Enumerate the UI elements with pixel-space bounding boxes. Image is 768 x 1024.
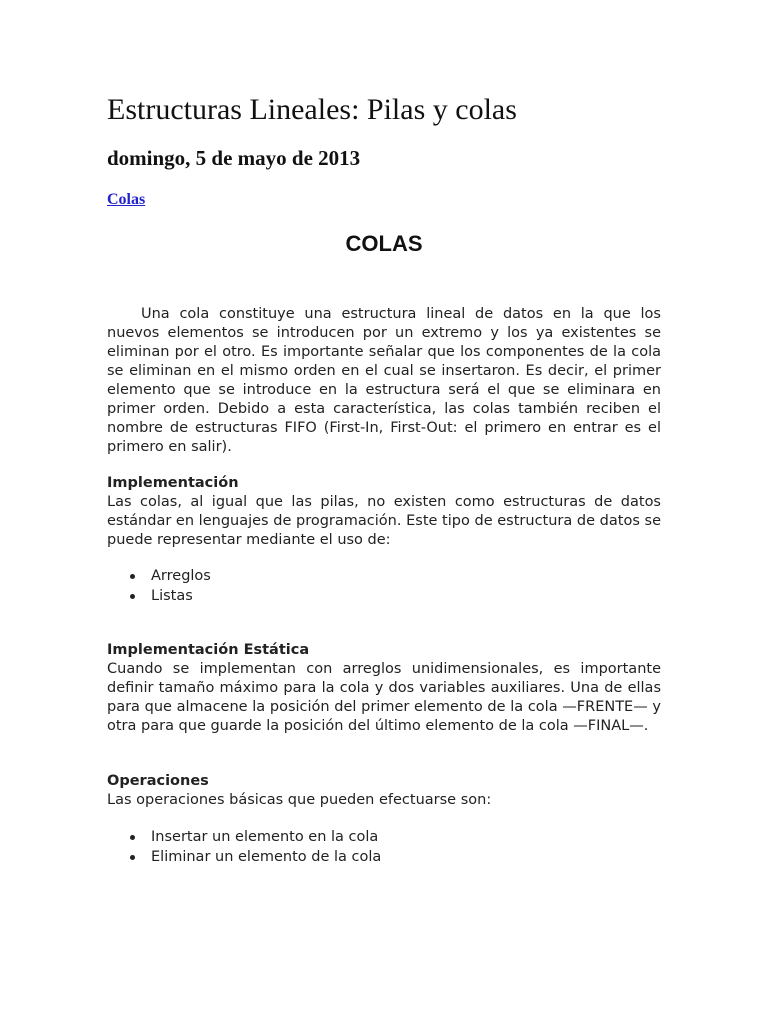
- list-item-label: Arreglos: [151, 568, 211, 584]
- section-text: Las colas, al igual que las pilas, no existen como estructuras de datos estándar en lenguajes de programación. Este tipo de estructura de datos se puede representar mediante el uso de:: [107, 494, 661, 548]
- section-title: Operaciones: [107, 773, 209, 789]
- bullet-icon: [130, 594, 135, 599]
- post-date: domingo, 5 de mayo de 2013: [107, 146, 361, 170]
- section-operaciones-list: [107, 827, 661, 867]
- section-operaciones: [107, 772, 661, 810]
- list-item: [107, 827, 661, 847]
- section-text: Las operaciones básicas que pueden efectuarse son:: [107, 792, 492, 808]
- list-item: [107, 847, 661, 867]
- list-item-label: Eliminar un elemento de la cola: [151, 849, 382, 865]
- section-implementacion-estatica: [107, 641, 661, 736]
- section-implementacion: [107, 474, 661, 550]
- post-title-link[interactable]: Colas: [107, 191, 146, 208]
- bullet-icon: [130, 574, 135, 579]
- bullet-icon: [130, 855, 135, 860]
- list-item-label: Listas: [151, 588, 193, 604]
- bullet-list: [107, 827, 661, 867]
- intro-paragraph: Una cola constituye una estructura lineal de datos en la que los nuevos elementos se introducen por un extremo y los ya existentes se eliminan por el otro. Es importante señalar que los componentes de la cola se eliminan en el mismo orden en el cual se insertaron. Es decir, el primer elemento que se introduce en la estructura será el que se eliminara en primer orden. Debido a esta característica, las colas también reciben el nombre de estructuras FIFO (First-In, First-Out: el primero en entrar es el primero en salir).: [107, 306, 661, 455]
- list-item: [107, 566, 661, 586]
- section-text: Cuando se implementan con arreglos unidimensionales, es importante definir tamaño máximo para la cola y dos variables auxiliares. Una de ellas para que almacene la posición del primer elemento de la cola —FRENTE— y otra para que guarde la posición del último elemento de la cola —FINAL—.: [107, 661, 661, 734]
- intro-block: [107, 305, 661, 457]
- section-implementacion-list: [107, 566, 661, 606]
- section-title: Implementación Estática: [107, 642, 310, 658]
- post-heading: COLAS: [345, 231, 423, 256]
- bullet-list: [107, 566, 661, 606]
- list-item-label: Insertar un elemento en la cola: [151, 829, 379, 845]
- list-item: [107, 586, 661, 606]
- section-title: Implementación: [107, 475, 239, 491]
- blog-title: Estructuras Lineales: Pilas y colas: [107, 93, 517, 126]
- bullet-icon: [130, 835, 135, 840]
